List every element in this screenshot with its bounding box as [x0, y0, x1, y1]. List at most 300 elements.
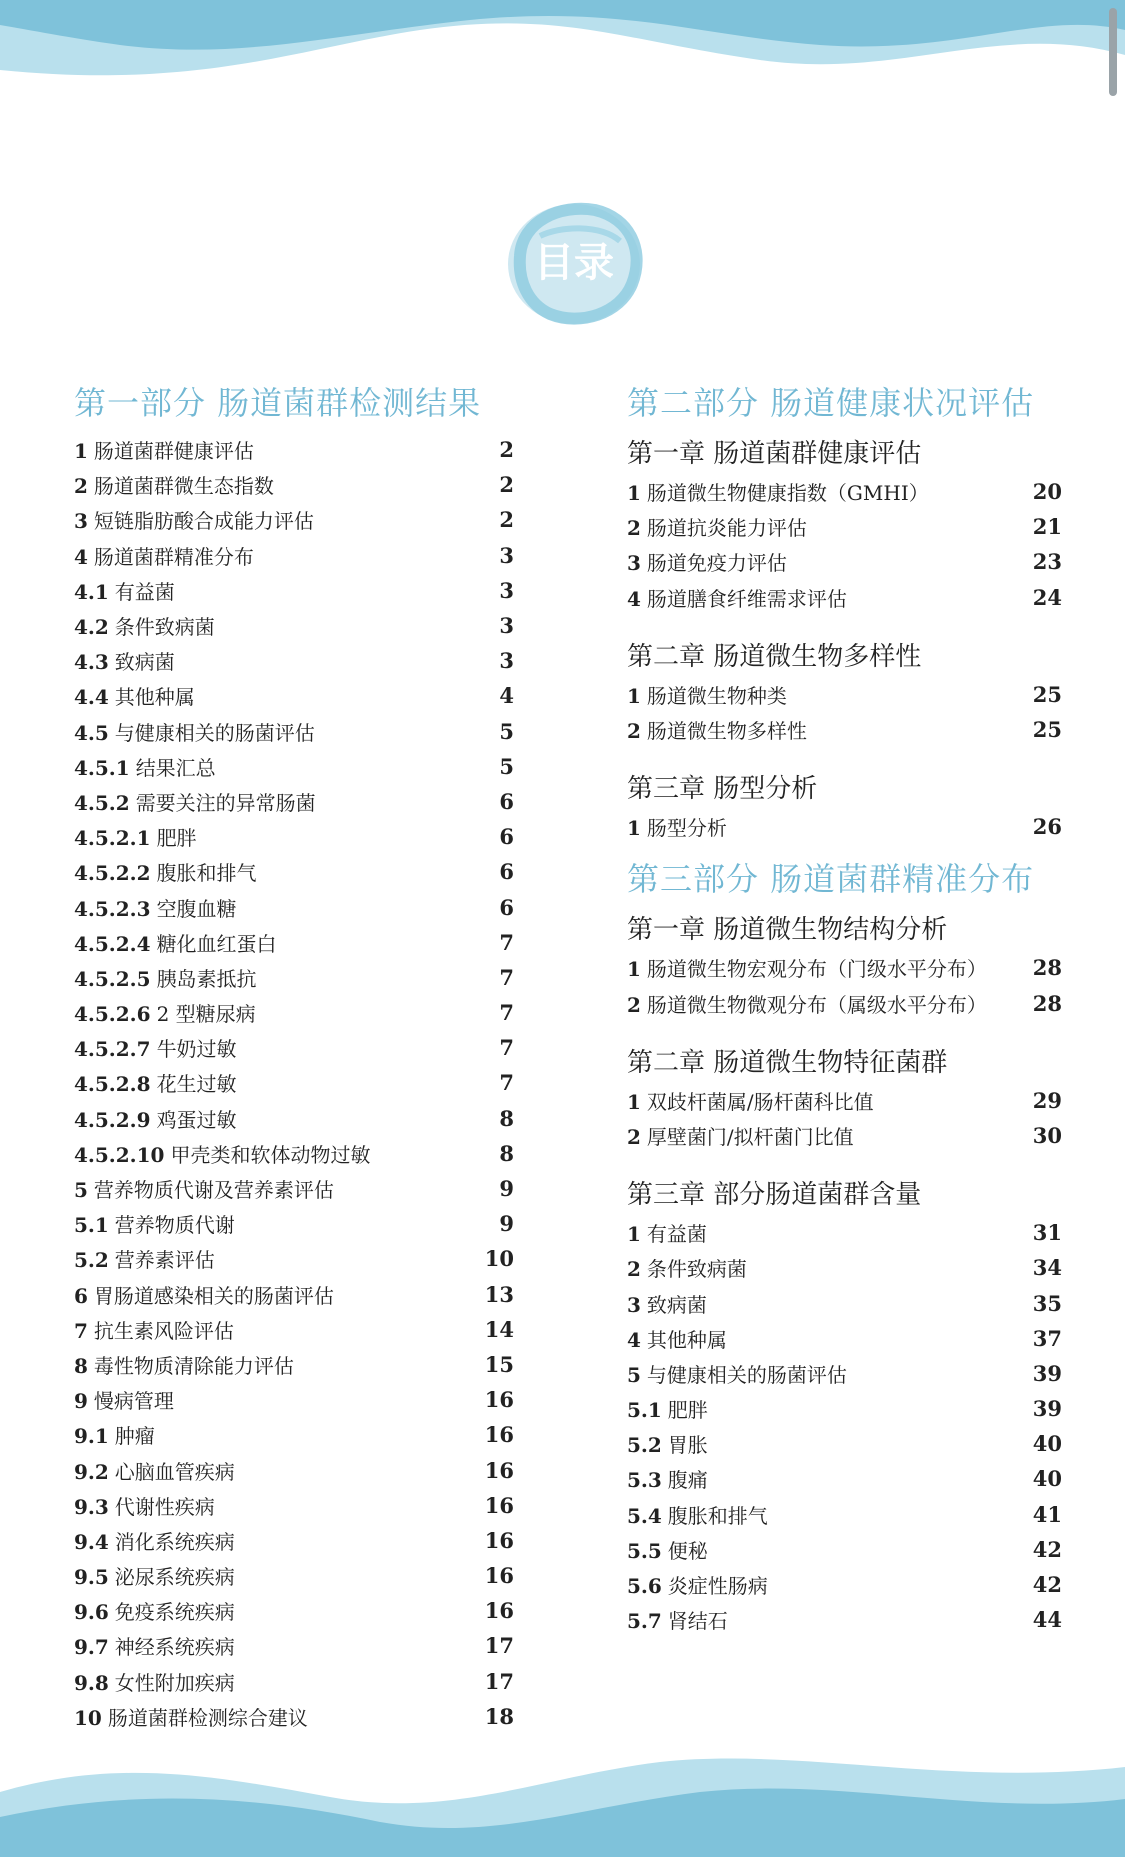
part3-chapters — [627, 912, 1062, 1637]
toc-entry-number: 1 — [627, 683, 641, 708]
toc-entry-label: 肠道菌群微生态指数 — [93, 474, 274, 499]
toc-entry-number: 5.2 — [627, 1433, 662, 1458]
toc-entry-number: 3 — [627, 1292, 641, 1317]
toc-entry-label: 胰岛素抵抗 — [156, 966, 257, 991]
toc-entry-title — [74, 1244, 215, 1273]
toc-entry-label: 空腹血糖 — [156, 896, 237, 921]
toc-entry[interactable] — [627, 1461, 1062, 1496]
toc-entry-number: 2 — [627, 719, 641, 744]
toc-entry-page: 2 — [499, 472, 514, 498]
toc-entry-title — [627, 1218, 707, 1247]
toc-entry-number: 7 — [74, 1318, 88, 1343]
toc-entry[interactable] — [74, 432, 514, 467]
toc-entry-title — [627, 1500, 768, 1529]
toc-entry-label: 肥胖 — [156, 826, 197, 851]
toc-entry-label: 条件致病菌 — [114, 615, 215, 640]
toc-entry-number: 4.3 — [74, 650, 109, 675]
toc-entry-page: 16 — [484, 1457, 514, 1483]
toc-entry-label: 其他种属 — [646, 1327, 727, 1352]
toc-entry-title — [627, 1535, 708, 1564]
toc-entry-number: 3 — [627, 551, 641, 576]
toc-entry-label: 胃胀 — [667, 1433, 708, 1458]
toc-entry[interactable] — [627, 809, 1062, 844]
toc-entry-page: 41 — [1032, 1501, 1062, 1527]
toc-entry[interactable] — [74, 1206, 514, 1241]
toc-entry-number: 9.3 — [74, 1494, 109, 1519]
toc-entry[interactable] — [74, 502, 514, 537]
toc-entry-label: 营养素评估 — [114, 1248, 215, 1273]
toc-entry-label: 糖化血红蛋白 — [156, 931, 277, 956]
toc-entry-label: 腹胀和排气 — [667, 1503, 768, 1528]
part2-title: 第二部分 肠道健康状况评估 — [627, 384, 1035, 422]
toc-entry-number: 4.5.1 — [74, 755, 130, 780]
toc-entry-number: 1 — [627, 957, 641, 982]
toc-entry-title — [627, 1464, 708, 1493]
toc-entry-label: 有益菌 — [114, 579, 175, 604]
toc-entry-title — [627, 477, 929, 506]
toc-entry-page: 37 — [1032, 1325, 1062, 1351]
toc-entry-title — [74, 1385, 174, 1414]
toc-entry[interactable] — [627, 1497, 1062, 1532]
toc-entry-label: 肿瘤 — [114, 1424, 155, 1449]
toc-entry-number: 2 — [627, 1124, 641, 1149]
toc-entry-label: 女性附加疾病 — [114, 1670, 235, 1695]
toc-entry-number: 4.5.2.3 — [74, 896, 151, 921]
toc-entry-label: 短链脂肪酸合成能力评估 — [93, 509, 314, 534]
toc-entry[interactable] — [74, 1030, 514, 1065]
toc-entry-page: 31 — [1032, 1220, 1062, 1246]
toc-entry-page: 30 — [1032, 1122, 1062, 1148]
toc-entry-title — [74, 1139, 370, 1168]
toc-entry-label: 心脑血管疾病 — [114, 1459, 235, 1484]
bottom-wave-decoration — [0, 1737, 1125, 1857]
toc-entry-page: 14 — [484, 1316, 514, 1342]
toc-entry-page: 40 — [1032, 1431, 1062, 1457]
toc-entry-number: 4.5.2.6 — [74, 1002, 151, 1027]
toc-entry-label: 肠道微生物宏观分布（门级水平分布） — [646, 957, 987, 982]
toc-entry[interactable] — [627, 950, 1062, 985]
chapter-title: 第二章 肠道微生物特征菌群 — [627, 1047, 948, 1078]
toc-entry-label: 肠道微生物健康指数（GMHI） — [646, 481, 929, 506]
toc-entry-title — [627, 812, 727, 841]
toc-entry-page: 8 — [499, 1140, 514, 1166]
toc-entry[interactable] — [74, 714, 514, 749]
toc-entry-title — [627, 1121, 854, 1150]
toc-entry-title — [74, 928, 277, 957]
toc-entry-title — [74, 1526, 235, 1555]
chapter-block — [627, 436, 1062, 615]
toc-entry[interactable] — [74, 1664, 514, 1699]
toc-entry-title — [627, 512, 807, 541]
toc-entry-label: 需要关注的异常肠菌 — [135, 790, 316, 815]
toc-right-column — [627, 380, 1062, 1637]
toc-entry-title — [627, 953, 987, 982]
toc-entry-number: 1 — [627, 1089, 641, 1114]
toc-entry-page: 5 — [499, 753, 514, 779]
toc-entry-number: 2 — [627, 992, 641, 1017]
toc-entry[interactable] — [74, 1593, 514, 1628]
toc-entry[interactable] — [627, 712, 1062, 747]
toc-entry[interactable] — [627, 1285, 1062, 1320]
toc-entry-label: 肠道微生物微观分布（属级水平分布） — [646, 992, 987, 1017]
toc-entry-page: 28 — [1032, 955, 1062, 981]
toc-entry-label: 肥胖 — [667, 1398, 708, 1423]
toc-entry-label: 肠道菌群检测综合建议 — [107, 1705, 308, 1730]
toc-entry-page: 7 — [499, 964, 514, 990]
toc-entry-title — [74, 893, 237, 922]
toc-entry-page: 16 — [484, 1527, 514, 1553]
toc-entry-number: 9.4 — [74, 1529, 109, 1554]
toc-entry-number: 3 — [74, 509, 88, 534]
toc-entry-label: 营养物质代谢 — [114, 1213, 235, 1238]
toc-entry-page: 29 — [1032, 1087, 1062, 1113]
toc-entry[interactable] — [627, 544, 1062, 579]
toc-entry-page: 16 — [484, 1492, 514, 1518]
toc-entry-label: 营养物质代谢及营养素评估 — [93, 1178, 334, 1203]
toc-entry-number: 1 — [627, 1222, 641, 1247]
toc-entry-page: 21 — [1032, 514, 1062, 540]
toc-entry-title — [74, 1315, 234, 1344]
toc-entry-title — [74, 681, 195, 710]
toc-entry-page: 44 — [1032, 1607, 1062, 1633]
toc-entry-page: 2 — [499, 437, 514, 463]
toc-entry-title — [74, 1280, 334, 1309]
toc-entry-number: 5.4 — [627, 1503, 662, 1528]
toc-entry-title — [627, 547, 787, 576]
chapter-title: 第二章 肠道微生物多样性 — [627, 641, 922, 672]
chapter-title: 第一章 肠道微生物结构分析 — [627, 915, 948, 946]
toc-entry-number: 5.2 — [74, 1248, 109, 1273]
toc-entry-number: 4.5.2.5 — [74, 966, 151, 991]
toc-entry-page: 16 — [484, 1422, 514, 1448]
toc-entry-page: 16 — [484, 1563, 514, 1589]
toc-entry-page: 6 — [499, 894, 514, 920]
toc-entry-label: 泌尿系统疾病 — [114, 1565, 235, 1590]
toc-entry-page: 8 — [499, 1105, 514, 1131]
toc-entry-page: 42 — [1032, 1572, 1062, 1598]
chapter-block — [627, 1177, 1062, 1637]
part2-chapters — [627, 436, 1062, 844]
toc-entry-number: 1 — [74, 439, 88, 464]
toc-entry-number: 5.6 — [627, 1574, 662, 1599]
toc-entry[interactable] — [74, 573, 514, 608]
toc-entry-title — [74, 470, 274, 499]
toc-entry-label: 肠道菌群精准分布 — [93, 544, 254, 569]
toc-entry-label: 甲壳类和软体动物过敏 — [170, 1142, 371, 1167]
toc-entry-title — [74, 646, 175, 675]
toc-entry-page: 2 — [499, 507, 514, 533]
toc-entry-label: 条件致病菌 — [646, 1257, 747, 1282]
toc-entry[interactable] — [74, 1523, 514, 1558]
toc-entry[interactable] — [74, 1136, 514, 1171]
toc-entry[interactable] — [627, 474, 1062, 509]
toc-entry-label: 与健康相关的肠菌评估 — [114, 720, 315, 745]
toc-entry-title — [627, 1289, 707, 1318]
toc-entry-title — [627, 583, 847, 612]
toc-entry[interactable] — [74, 1277, 514, 1312]
toc-entry-number: 5 — [74, 1178, 88, 1203]
toc-entry-title — [627, 1324, 727, 1353]
toc-entry-title — [627, 1359, 847, 1388]
toc-entry[interactable] — [74, 1171, 514, 1206]
toc-entry-label: 致病菌 — [646, 1292, 707, 1317]
toc-entry-page: 17 — [484, 1668, 514, 1694]
toc-entry-label: 结果汇总 — [135, 755, 216, 780]
toc-entry-page: 15 — [484, 1351, 514, 1377]
toc-entry-number: 4.5.2.1 — [74, 826, 151, 851]
toc-entry[interactable] — [74, 678, 514, 713]
toc-entry[interactable] — [627, 580, 1062, 615]
toc-entry-label: 2 型糖尿病 — [156, 1002, 256, 1027]
toc-entry-label: 有益菌 — [646, 1222, 707, 1247]
toc-left-column — [74, 380, 514, 1734]
toc-entry[interactable] — [74, 749, 514, 784]
toc-entry[interactable] — [74, 960, 514, 995]
toc-entry-page: 6 — [499, 859, 514, 885]
toc-entry-title — [74, 1033, 237, 1062]
toc-entry[interactable] — [627, 1567, 1062, 1602]
toc-entry[interactable] — [627, 1321, 1062, 1356]
toc-entry-number: 9.6 — [74, 1600, 109, 1625]
toc-entry-title — [74, 576, 175, 605]
toc-entry-page: 4 — [499, 683, 514, 709]
toc-entry-page: 7 — [499, 1000, 514, 1026]
toc-entry-number: 1 — [627, 481, 641, 506]
chapter-block — [627, 639, 1062, 747]
toc-entry-page: 39 — [1032, 1360, 1062, 1386]
toc-entry-title — [74, 1631, 235, 1660]
toc-entry-title — [74, 998, 256, 1027]
toc-entry-label: 炎症性肠病 — [667, 1574, 768, 1599]
toc-entry-label: 神经系统疾病 — [114, 1635, 235, 1660]
toc-entry[interactable] — [74, 608, 514, 643]
toc-entry-page: 35 — [1032, 1290, 1062, 1316]
toc-entry-number: 4.5.2.2 — [74, 861, 151, 886]
toc-entry-number: 4.5.2.8 — [74, 1072, 151, 1097]
toc-entry-label: 牛奶过敏 — [156, 1037, 237, 1062]
toc-entry[interactable] — [74, 1452, 514, 1487]
toc-entry-title — [74, 717, 315, 746]
toc-entry-label: 便秘 — [667, 1538, 708, 1563]
toc-entry[interactable] — [74, 889, 514, 924]
toc-entry-label: 代谢性疾病 — [114, 1494, 215, 1519]
toc-entry-title — [627, 1570, 768, 1599]
toc-entry[interactable] — [74, 1382, 514, 1417]
toc-entry-title — [627, 1086, 874, 1115]
part1-items — [74, 432, 514, 1734]
toc-entry-page: 13 — [484, 1281, 514, 1307]
toc-entry[interactable] — [627, 1426, 1062, 1461]
toc-entry-number: 5.1 — [627, 1398, 662, 1423]
toc-entry-title — [74, 435, 254, 464]
chapter-block — [627, 771, 1062, 844]
toc-entry-page: 28 — [1032, 990, 1062, 1016]
toc-entry-number: 10 — [74, 1705, 102, 1730]
toc-entry[interactable] — [74, 1312, 514, 1347]
toc-entry-page: 9 — [499, 1176, 514, 1202]
toc-entry-page: 42 — [1032, 1536, 1062, 1562]
toc-entry-title — [74, 611, 215, 640]
toc-entry-number: 9.1 — [74, 1424, 109, 1449]
toc-entry-label: 腹痛 — [667, 1468, 708, 1493]
toc-entry-title — [74, 1209, 235, 1238]
toc-entry-label: 肠道膳食纤维需求评估 — [646, 586, 847, 611]
toc-entry-page: 16 — [484, 1387, 514, 1413]
toc-entry-number: 4.5.2.7 — [74, 1037, 151, 1062]
toc-entry-number: 4.2 — [74, 615, 109, 640]
toc-entry-number: 4.5 — [74, 720, 109, 745]
toc-entry-title — [74, 1667, 235, 1696]
toc-entry-label: 胃肠道感染相关的肠菌评估 — [93, 1283, 334, 1308]
toc-entry-number: 5.7 — [627, 1609, 662, 1634]
toc-entry-title — [627, 989, 987, 1018]
toc-entry-number: 9.7 — [74, 1635, 109, 1660]
toc-entry-title — [627, 715, 807, 744]
toc-entry-title — [627, 1253, 747, 1282]
toc-entry[interactable] — [74, 925, 514, 960]
toc-entry-page: 6 — [499, 788, 514, 814]
toc-entry-number: 4.5.2.9 — [74, 1107, 151, 1132]
toc-entry-label: 花生过敏 — [156, 1072, 237, 1097]
toc-entry-title — [74, 505, 314, 534]
toc-entry-page: 25 — [1032, 681, 1062, 707]
toc-entry-page: 3 — [499, 613, 514, 639]
toc-entry-label: 肾结石 — [667, 1609, 728, 1634]
toc-entry-title — [74, 1174, 334, 1203]
toc-entry-number: 5.1 — [74, 1213, 109, 1238]
toc-entry[interactable] — [74, 784, 514, 819]
chapter-block — [627, 1045, 1062, 1153]
toc-entry-label: 免疫系统疾病 — [114, 1600, 235, 1625]
toc-entry[interactable] — [627, 1215, 1062, 1250]
toc-entry[interactable] — [74, 1417, 514, 1452]
toc-entry-label: 肠道菌群健康评估 — [93, 439, 254, 464]
toc-entry[interactable] — [74, 1347, 514, 1382]
toc-entry[interactable] — [627, 1250, 1062, 1285]
toc-entry[interactable] — [74, 819, 514, 854]
toc-entry[interactable] — [74, 854, 514, 889]
toc-entry-number: 5.5 — [627, 1538, 662, 1563]
toc-entry-title — [627, 1605, 728, 1634]
toc-entry-label: 肠道抗炎能力评估 — [646, 516, 807, 541]
toc-entry[interactable] — [627, 677, 1062, 712]
toc-entry-number: 9 — [74, 1389, 88, 1414]
toc-entry[interactable] — [74, 643, 514, 678]
toc-entry-page: 20 — [1032, 479, 1062, 505]
toc-entry-label: 消化系统疾病 — [114, 1529, 235, 1554]
chapter-title: 第三章 部分肠道菌群含量 — [627, 1180, 922, 1211]
toc-entry[interactable] — [627, 1532, 1062, 1567]
toc-entry-title — [74, 1491, 215, 1520]
toc-entry[interactable] — [74, 538, 514, 573]
toc-entry[interactable] — [74, 1065, 514, 1100]
part1-title: 第一部分 肠道菌群检测结果 — [74, 384, 482, 422]
toc-entry-label: 肠道微生物多样性 — [646, 719, 807, 744]
toc-entry[interactable] — [74, 1558, 514, 1593]
toc-entry[interactable] — [74, 1488, 514, 1523]
toc-entry-title — [74, 1068, 237, 1097]
toc-entry-number: 4 — [627, 1327, 641, 1352]
toc-entry-page: 7 — [499, 1035, 514, 1061]
toc-entry-page: 17 — [484, 1633, 514, 1659]
toc-entry-title — [627, 1429, 708, 1458]
toc-entry[interactable] — [627, 1391, 1062, 1426]
toc-entry[interactable] — [627, 1356, 1062, 1391]
toc-entry-title — [74, 963, 257, 992]
toc-entry-page: 18 — [484, 1703, 514, 1729]
toc-entry-title — [74, 787, 316, 816]
toc-entry-page: 23 — [1032, 549, 1062, 575]
toc-entry-page: 39 — [1032, 1396, 1062, 1422]
toc-entry-title — [627, 680, 787, 709]
toc-entry-label: 腹胀和排气 — [156, 861, 257, 886]
toc-entry-number: 2 — [627, 1257, 641, 1282]
toc-entry-number: 5 — [627, 1362, 641, 1387]
toc-entry[interactable] — [74, 1101, 514, 1136]
scrollbar[interactable] — [1109, 8, 1117, 96]
toc-entry[interactable] — [74, 467, 514, 502]
toc-entry-label: 肠型分析 — [646, 816, 727, 841]
toc-entry[interactable] — [74, 1628, 514, 1663]
toc-entry-title — [74, 541, 254, 570]
toc-entry-title — [74, 1596, 235, 1625]
toc-entry-label: 抗生素风险评估 — [93, 1318, 234, 1343]
toc-entry-page: 3 — [499, 542, 514, 568]
toc-entry-title — [627, 1394, 708, 1423]
toc-entry-page: 24 — [1032, 584, 1062, 610]
toc-entry[interactable] — [74, 1699, 514, 1734]
toc-entry-number: 4.5.2.4 — [74, 931, 151, 956]
toc-entry-label: 肠道微生物种类 — [646, 683, 787, 708]
toc-entry-number: 9.5 — [74, 1565, 109, 1590]
toc-entry-label: 其他种属 — [114, 685, 195, 710]
toc-entry-label: 与健康相关的肠菌评估 — [646, 1362, 847, 1387]
toc-entry-page: 25 — [1032, 717, 1062, 743]
toc-entry-number: 9.8 — [74, 1670, 109, 1695]
toc-entry-number: 4.5.2.10 — [74, 1142, 165, 1167]
toc-entry[interactable] — [627, 1118, 1062, 1153]
toc-entry-number: 9.2 — [74, 1459, 109, 1484]
ink-circle-logo — [500, 196, 646, 330]
chapter-block — [627, 912, 1062, 1020]
toc-entry-title — [74, 1420, 155, 1449]
toc-entry-title — [74, 1456, 235, 1485]
chapter-title: 第一章 肠道菌群健康评估 — [627, 439, 922, 469]
toc-entry-title — [74, 1350, 294, 1379]
toc-entry[interactable] — [627, 509, 1062, 544]
toc-entry-number: 4 — [627, 586, 641, 611]
toc-entry[interactable] — [74, 995, 514, 1030]
toc-entry[interactable] — [627, 986, 1062, 1021]
toc-entry-number: 8 — [74, 1353, 88, 1378]
toc-entry[interactable] — [627, 1602, 1062, 1637]
toc-entry-label: 慢病管理 — [93, 1389, 174, 1414]
toc-entry-number: 4.4 — [74, 685, 109, 710]
toc-entry-title — [74, 1561, 235, 1590]
toc-entry-page: 40 — [1032, 1466, 1062, 1492]
toc-entry-number: 4.5.2 — [74, 790, 130, 815]
toc-entry-title — [74, 1702, 308, 1731]
toc-entry-label: 双歧杆菌属/肠杆菌科比值 — [646, 1089, 874, 1114]
toc-entry-label: 鸡蛋过敏 — [156, 1107, 237, 1132]
toc-entry-page: 6 — [499, 824, 514, 850]
toc-entry-page: 3 — [499, 577, 514, 603]
toc-entry[interactable] — [74, 1241, 514, 1276]
toc-entry-label: 厚壁菌门/拟杆菌门比值 — [646, 1124, 854, 1149]
toc-entry[interactable] — [627, 1083, 1062, 1118]
toc-entry-page: 16 — [484, 1598, 514, 1624]
toc-entry-page: 7 — [499, 1070, 514, 1096]
